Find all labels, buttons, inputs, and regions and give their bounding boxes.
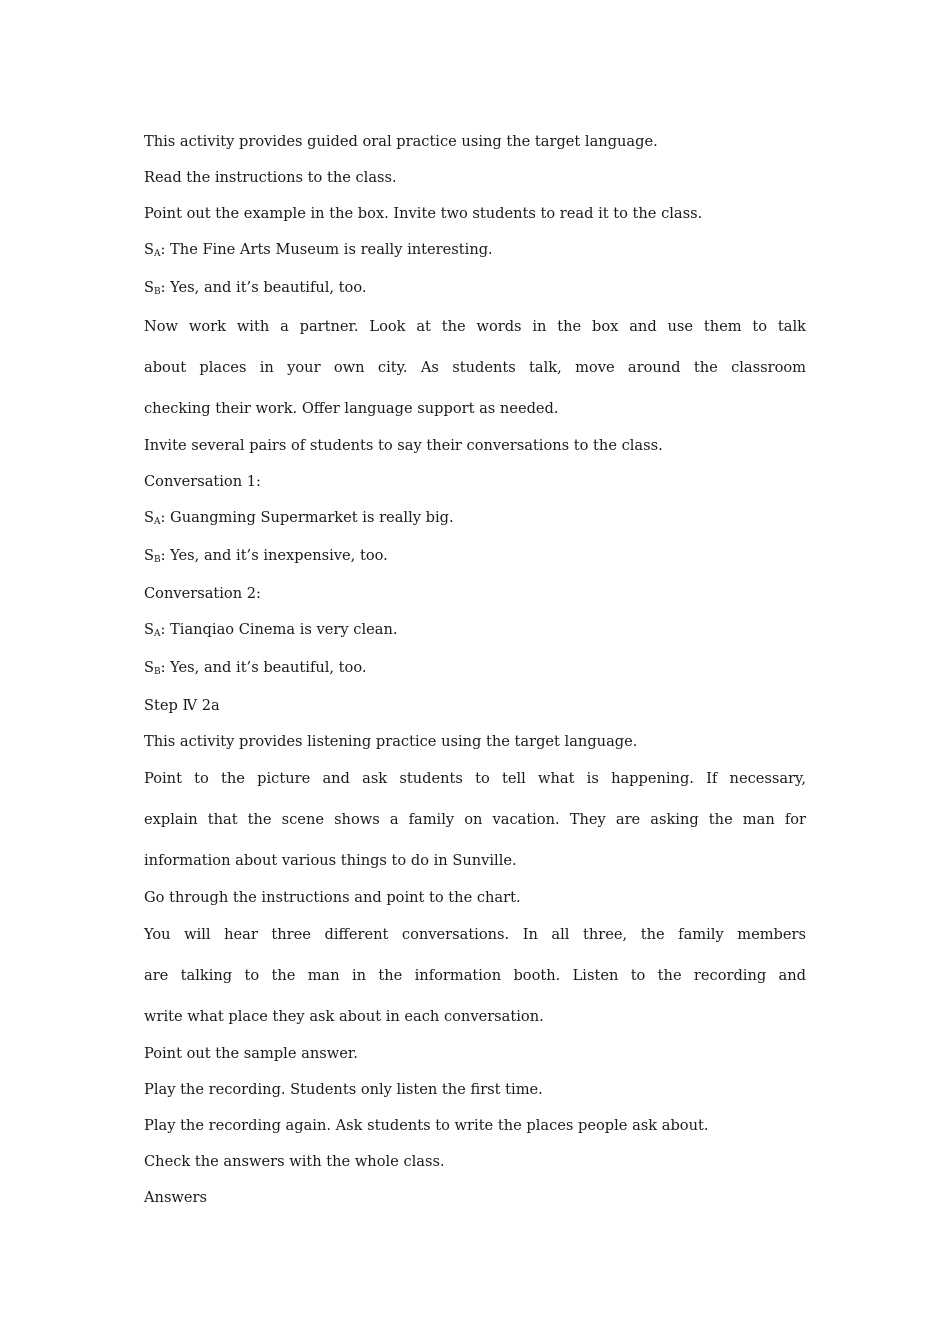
paragraph-line: Point to the picture and ask students to tell what is happening. If necessary, — [144, 770, 806, 787]
dialogue-line-sa-2 — [144, 500, 806, 538]
paragraph-point-out-example: Point out the example in the box. Invite two students to read it to the class. — [144, 205, 703, 222]
speaker-label: S — [144, 659, 154, 676]
dialogue-line-sb-1 — [144, 270, 806, 308]
paragraph-pair-work — [144, 306, 806, 429]
paragraph-line: are talking to the man in the information booth. Listen to the recording and — [144, 967, 806, 984]
paragraph-read-instructions: Read the instructions to the class. — [144, 169, 397, 186]
dialogue-line-sa-1 — [144, 232, 806, 270]
speaker-subscript: A — [154, 629, 161, 639]
paragraph-play-recording: Play the recording. Students only listen the first time. — [144, 1081, 543, 1098]
speaker-label: S — [144, 547, 154, 564]
paragraph-line: write what place they ask about in each conversation. — [144, 1008, 544, 1025]
speaker-subscript: B — [154, 287, 161, 297]
paragraph-line: about places in your own city. As students talk, move around the classroom — [144, 359, 806, 376]
dialogue-text: : Yes, and it’s beautiful, too. — [160, 279, 367, 296]
paragraph-line: Now work with a partner. Look at the words in the box and use them to talk — [144, 318, 806, 335]
dialogue-line-sb-3 — [144, 650, 806, 688]
document-body — [144, 124, 806, 1216]
paragraph-line: explain that the scene shows a family on vacation. They are asking the man for — [144, 811, 806, 828]
dialogue-text: : Guangming Supermarket is really big. — [160, 509, 454, 526]
dialogue-text: : Yes, and it’s inexpensive, too. — [160, 547, 388, 564]
speaker-label: S — [144, 621, 154, 638]
speaker-subscript: B — [154, 667, 161, 677]
paragraph-line: checking their work. Offer language support as needed. — [144, 400, 559, 417]
paragraph-play-again: Play the recording again. Ask students to write the places people ask about. — [144, 1117, 709, 1134]
heading-step-4-2a: Step Ⅳ 2a — [144, 697, 220, 714]
speaker-subscript: A — [154, 517, 161, 527]
heading-conversation-2: Conversation 2: — [144, 585, 261, 602]
paragraph-sample-answer: Point out the sample answer. — [144, 1045, 358, 1062]
paragraph-line: information about various things to do in Sunville. — [144, 852, 517, 869]
speaker-label: S — [144, 241, 154, 258]
paragraph-line: You will hear three different conversations. In all three, the family members — [144, 926, 806, 943]
heading-answers: Answers — [144, 1189, 208, 1206]
paragraph-intro: This activity provides guided oral practice using the target language. — [144, 133, 658, 150]
dialogue-line-sa-3 — [144, 612, 806, 650]
paragraph-go-through-instructions: Go through the instructions and point to the chart. — [144, 889, 521, 906]
dialogue-text: : The Fine Arts Museum is really interesting. — [160, 241, 493, 258]
speaker-subscript: B — [154, 555, 161, 565]
speaker-label: S — [144, 509, 154, 526]
heading-conversation-1: Conversation 1: — [144, 473, 261, 490]
paragraph-three-conversations — [144, 914, 806, 1037]
dialogue-line-sb-2 — [144, 538, 806, 576]
paragraph-listening-intro: This activity provides listening practice using the target language. — [144, 733, 638, 750]
paragraph-invite-pairs: Invite several pairs of students to say their conversations to the class. — [144, 437, 663, 454]
dialogue-text: : Yes, and it’s beautiful, too. — [160, 659, 367, 676]
speaker-subscript: A — [154, 249, 161, 259]
paragraph-point-to-picture — [144, 758, 806, 881]
speaker-label: S — [144, 279, 154, 296]
dialogue-text: : Tianqiao Cinema is very clean. — [160, 621, 398, 638]
paragraph-check-answers: Check the answers with the whole class. — [144, 1153, 445, 1170]
